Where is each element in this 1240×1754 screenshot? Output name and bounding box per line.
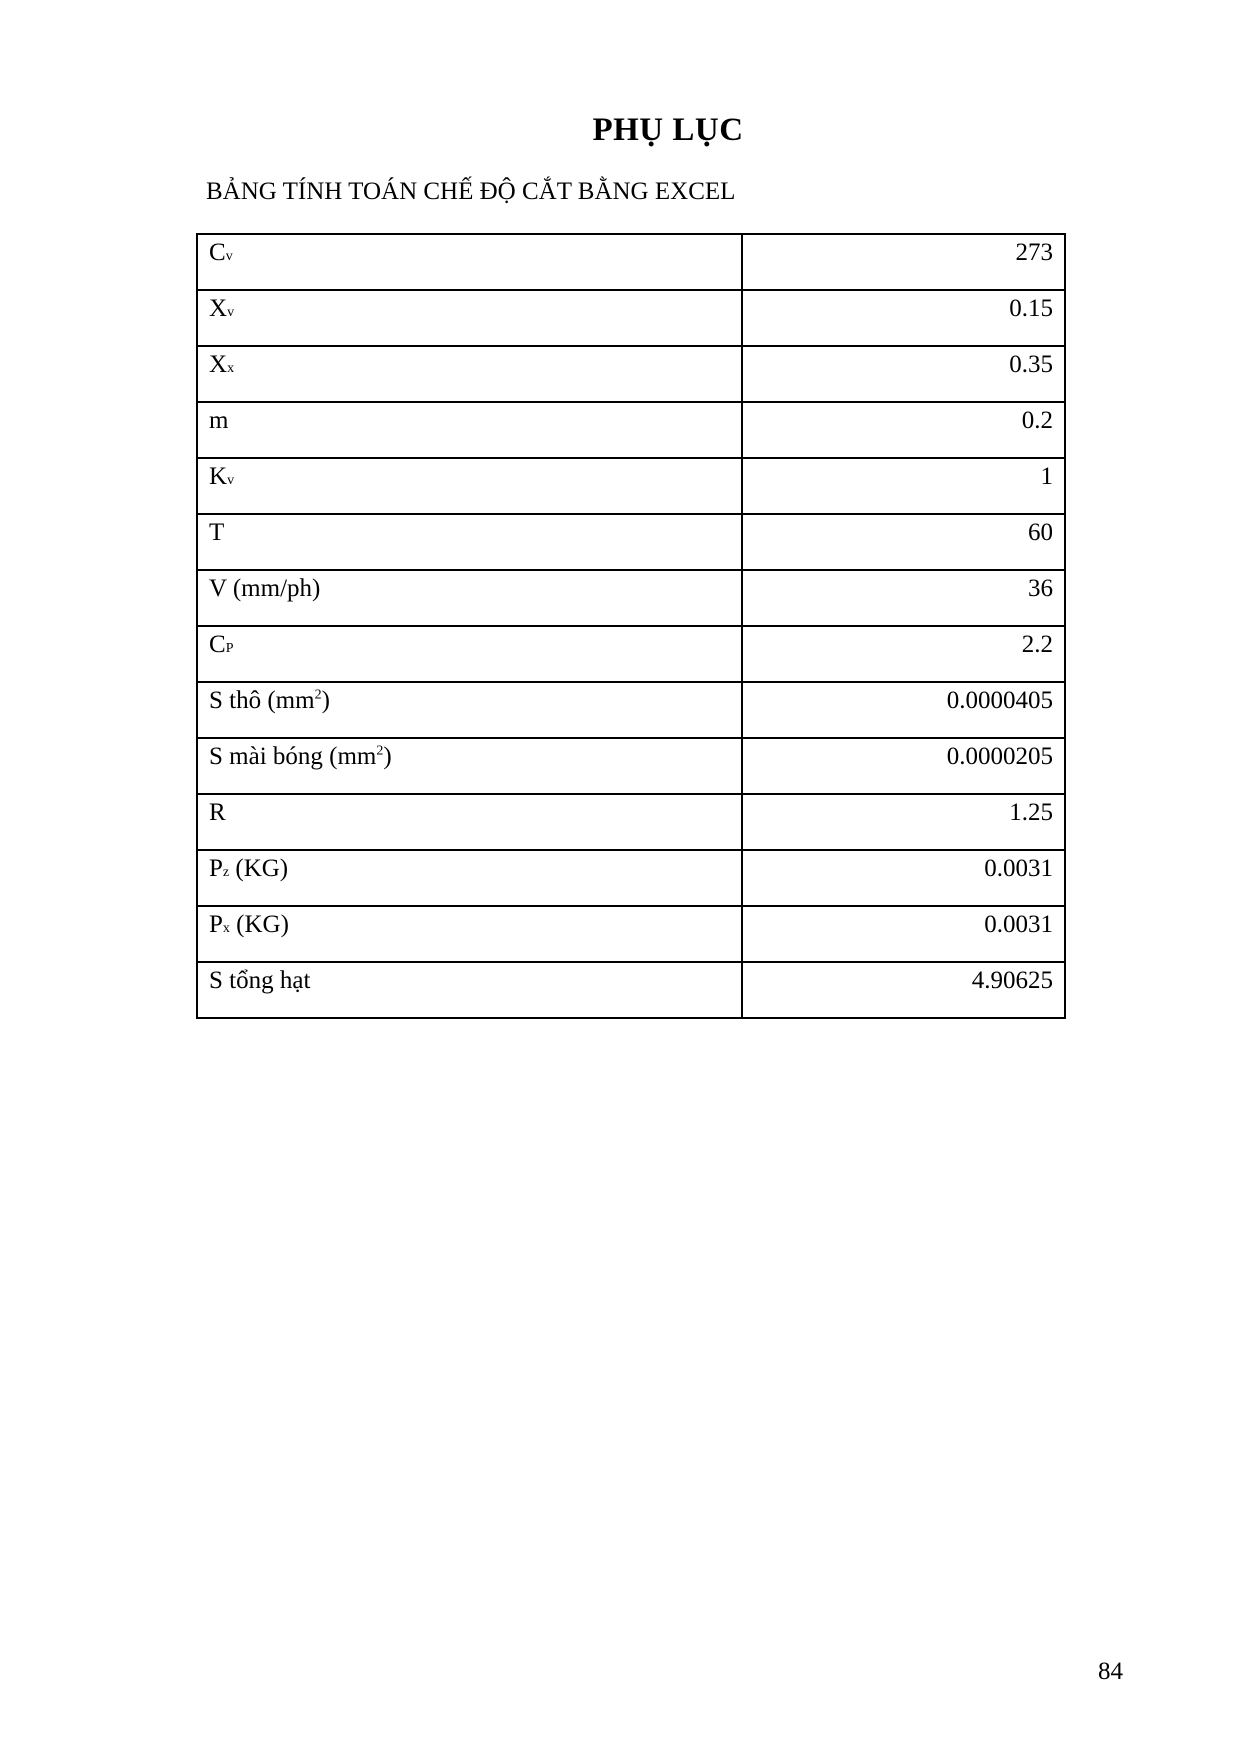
label-subscript: v [227,305,235,320]
page-title: PHỤ LỤC [592,112,744,148]
parameter-label [197,794,742,850]
parameter-label [197,682,742,738]
parameter-value: 0.0031 [742,850,1065,906]
table-row [197,850,1065,906]
parameter-label [197,626,742,682]
table-row [197,570,1065,626]
table-row [197,514,1065,570]
label-suffix: (KG) [229,855,289,882]
table-row [197,738,1065,794]
parameter-label [197,962,742,1018]
parameter-label [197,514,742,570]
cutting-parameters-table [196,233,1066,1019]
table-row [197,402,1065,458]
label-subscript: v [227,473,235,488]
label-text: S thô (mm [209,687,315,714]
table-body [197,234,1065,1018]
parameter-label [197,906,742,962]
label-text: X [209,351,228,378]
parameter-label [197,738,742,794]
page-number: 84 [1098,1658,1123,1685]
label-superscript: 2 [314,687,322,703]
label-text: K [209,463,228,490]
table-row [197,458,1065,514]
table-row [197,682,1065,738]
label-text: X [209,295,228,322]
parameter-value: 60 [742,514,1065,570]
label-subscript: z [222,865,230,880]
label-text: P [209,855,223,882]
label-suffix: (KG) [229,911,289,938]
parameter-value: 0.0000405 [742,682,1065,738]
parameter-value: 4.90625 [742,962,1065,1018]
label-suffix: ) [383,743,392,770]
label-text: S tổng hạt [209,967,311,994]
label-subscript: P [225,641,234,656]
parameter-label [197,402,742,458]
label-subscript: x [222,921,230,936]
table-row [197,906,1065,962]
parameter-label [197,290,742,346]
table-row [197,794,1065,850]
table-caption: BẢNG TÍNH TOÁN CHẾ ĐỘ CẮT BẰNG EXCEL [206,178,736,205]
label-text: C [209,239,226,266]
label-text: T [209,519,225,546]
parameter-value: 0.0000205 [742,738,1065,794]
label-suffix: ) [321,687,330,714]
table-row [197,346,1065,402]
parameter-value: 273 [742,234,1065,290]
label-subscript: v [225,249,233,264]
table-row [197,962,1065,1018]
label-subscript: x [227,361,235,376]
label-text: P [209,911,223,938]
label-text: S mài bóng (mm [209,743,377,770]
parameter-label [197,234,742,290]
label-text: C [209,631,226,658]
table-row [197,290,1065,346]
parameter-label [197,458,742,514]
parameter-value: 0.2 [742,402,1065,458]
label-text: m [209,407,229,434]
table-row [197,626,1065,682]
table-row [197,234,1065,290]
parameter-label [197,346,742,402]
parameter-value: 0.35 [742,346,1065,402]
parameter-value: 2.2 [742,626,1065,682]
label-superscript: 2 [376,743,384,759]
parameter-value: 0.0031 [742,906,1065,962]
parameter-label [197,850,742,906]
parameter-value: 0.15 [742,290,1065,346]
parameter-label [197,570,742,626]
label-text: V (mm/ph) [209,575,321,602]
parameter-value: 1 [742,458,1065,514]
parameter-value: 1.25 [742,794,1065,850]
parameter-value: 36 [742,570,1065,626]
label-text: R [209,799,226,826]
